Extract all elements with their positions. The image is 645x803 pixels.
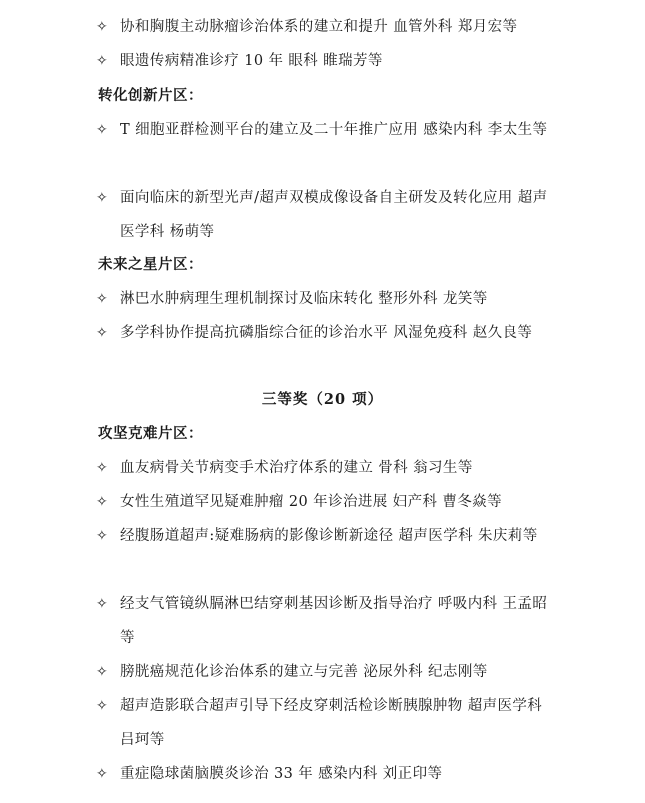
item-text: 经腹肠道超声:疑难肠病的影像诊断新途径 超声医学科 朱庆莉等 [120, 528, 538, 544]
list-item [96, 44, 556, 78]
diamond-bullet-icon: ✧ [96, 766, 109, 782]
item-text: 血友病骨关节病变手术治疗体系的建立 骨科 翁习生等 [120, 460, 473, 476]
list-item [96, 655, 556, 689]
diamond-bullet-icon: ✧ [96, 190, 109, 206]
list-item [96, 282, 556, 316]
list-item [96, 485, 556, 519]
section-heading: 未来之星片区： [98, 256, 203, 273]
award-tier-title: 三等奖（20 项） [261, 391, 384, 408]
diamond-bullet-icon: ✧ [96, 494, 109, 510]
list-item [96, 316, 556, 350]
list-item [96, 451, 556, 485]
list-item [96, 181, 556, 249]
list-item [96, 10, 556, 44]
list-item [96, 757, 556, 791]
diamond-bullet-icon: ✧ [96, 460, 109, 476]
list-item [96, 689, 556, 757]
diamond-bullet-icon: ✧ [96, 291, 109, 307]
diamond-bullet-icon: ✧ [96, 19, 109, 35]
diamond-bullet-icon: ✧ [96, 528, 109, 544]
list-item [96, 587, 556, 655]
diamond-bullet-icon: ✧ [96, 53, 109, 69]
diamond-bullet-icon: ✧ [96, 596, 109, 612]
diamond-bullet-icon: ✧ [96, 698, 109, 714]
item-text: 多学科协作提高抗磷脂综合征的诊治水平 风湿免疫科 赵久良等 [120, 325, 533, 341]
diamond-bullet-icon: ✧ [96, 664, 109, 680]
item-text: 经支气管镜纵膈淋巴结穿刺基因诊断及指导治疗 呼吸内科 王孟昭等 [120, 596, 548, 646]
item-text: 淋巴水肿病理生理机制探讨及临床转化 整形外科 龙笑等 [120, 291, 488, 307]
item-text: 重症隐球菌脑膜炎诊治 33 年 感染内科 刘正印等 [120, 766, 443, 782]
item-text: T 细胞亚群检测平台的建立及二十年推广应用 感染内科 李太生等 [120, 122, 548, 138]
list-item [96, 519, 556, 553]
section-heading: 转化创新片区： [98, 87, 203, 104]
item-text: 面向临床的新型光声/超声双模成像设备自主研发及转化应用 超声医学科 杨萌等 [120, 190, 548, 240]
diamond-bullet-icon: ✧ [96, 122, 109, 138]
item-text: 眼遗传病精准诊疗 10 年 眼科 睢瑞芳等 [120, 53, 383, 69]
item-text: 超声造影联合超声引导下经皮穿刺活检诊断胰腺肿物 超声医学科 吕珂等 [120, 698, 543, 748]
item-text: 女性生殖道罕见疑难肿瘤 20 年诊治进展 妇产科 曹冬焱等 [120, 494, 502, 510]
section-heading: 攻坚克难片区： [98, 425, 203, 442]
list-item [96, 113, 556, 147]
item-text: 膀胱癌规范化诊治体系的建立与完善 泌尿外科 纪志刚等 [120, 664, 488, 680]
item-text: 协和胸腹主动脉瘤诊治体系的建立和提升 血管外科 郑月宏等 [120, 19, 518, 35]
diamond-bullet-icon: ✧ [96, 325, 109, 341]
